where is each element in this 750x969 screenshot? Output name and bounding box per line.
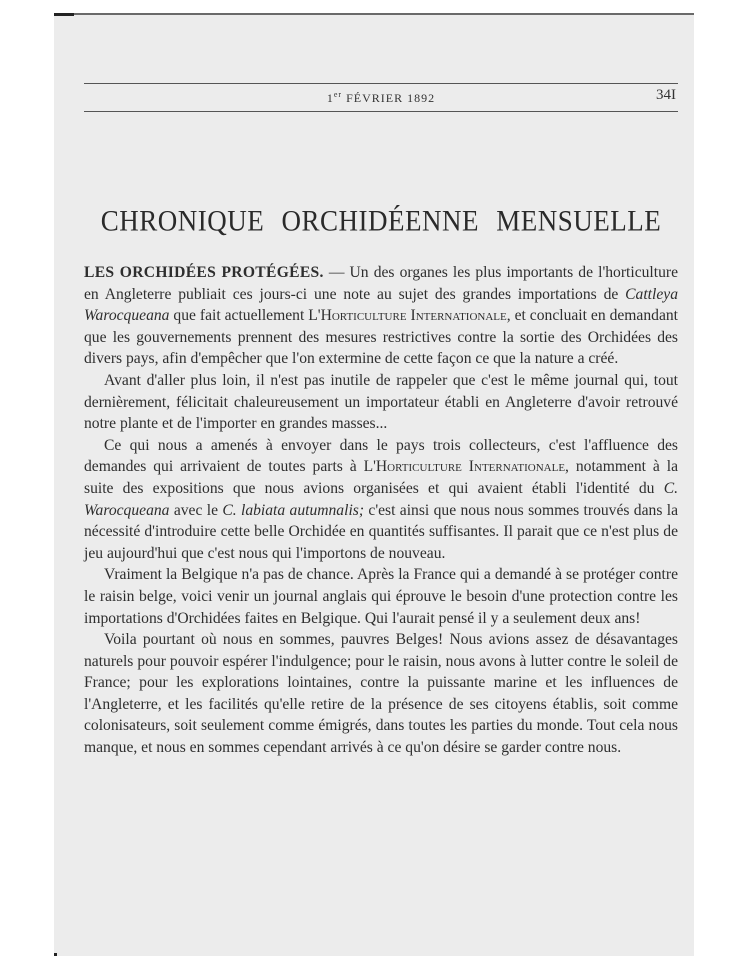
paragraph-5: Voila pourtant où nous en sommes, pauvres Belges! Nous avions assez de désavantages naturels pour pouvoir espérer l'indulgence; pour le raisin, nous avons à lutter contre le soleil de France; pour les explorations lointaines, contre la puissante marine et les influences de l'Angleterre, et les facilités qu'elle retire de la présence de ses citoyens établis, soit comme colonisateurs, soit seulement comme émigrés, dans toutes les parties du monde. Tout cela nous manque, et nous en sommes cependant arrivés à ce qu'on désire se garder contre nous. [84, 631, 678, 757]
header-date-sup: er [333, 90, 343, 99]
header-rule-bottom [84, 111, 678, 112]
p3-smallcaps-1: Horticulture Internationale [375, 458, 566, 476]
p3-text-3: avec le [169, 501, 223, 519]
p3-text-2: , notamment à la suite des expositions que nous avions organisées et qui avaient établi l'identité du [84, 458, 679, 497]
header-date-day: 1 [326, 91, 334, 105]
article-body [84, 262, 678, 759]
header-rule-top [84, 83, 678, 84]
p3-text-1: Ce qui nous a amenés à envoyer dans le pays trois collecteurs, c'est l'affluence des demandes qui arrivaient de toutes parts à L' [84, 436, 678, 476]
scan-corner-mark [54, 13, 74, 16]
p3-text-4: c'est ainsi que nous nous sommes trouvés dans la nécessité d'introduire cette belle Orchidée en quantités suffisantes. Il parait que ce n'est plus de jeu aujourd'hui que c'est nous qui l'importons de nouveau. [84, 501, 678, 562]
p3-italic-2: C. labiata autumnalis; [222, 501, 365, 519]
running-header [84, 87, 678, 107]
header-date-month-year: FÉVRIER 1892 [346, 91, 436, 105]
header-date [84, 90, 678, 106]
scan-corner-mark-bottom [54, 953, 57, 956]
p1-text-1: — Un des organes les plus importants de l'horticulture en Angleterre publiait ces jours-ci une note au sujet des grandes importations de [84, 264, 679, 303]
p1-italic-1: Cattleya Warocqueana [84, 285, 678, 325]
p3-italic-1: C. Warocqueana [84, 479, 678, 519]
p1-smallcaps-1: Horticulture Internationale [320, 307, 507, 325]
p1-text-2: que fait actuellement L' [169, 307, 321, 325]
paragraph-2: Avant d'aller plus loin, il n'est pas inutile de rappeler que c'est le même journal qui, tout dernièrement, félicitait chaleureusement un importateur établi en Angleterre d'avoir retrouvé notre plante et de l'importer en grandes masses... [84, 371, 678, 433]
paragraph-4: Vraiment la Belgique n'a pas de chance. Après la France qui a demandé à se protéger contre le raisin belge, voici venir un journal anglais qui éprouve le besoin d'une protection contre les importations d'Orchidées faites en Belgique. Qui l'aurait pensé il y a seulement deux ans! [84, 566, 678, 627]
paragraph-1 [84, 262, 678, 370]
paragraph-3 [84, 435, 678, 565]
p1-text-3: , et concluait en demandant que les gouvernements prennent des mesures restrictives contre la sortie des Orchidées des divers pays, afin d'empêcher que l'on extermine de cette façon ce que la nature a créé. [84, 307, 679, 368]
section-heading: LES ORCHIDÉES PROTÉGÉES. [84, 264, 324, 281]
article-title: CHRONIQUE ORCHIDÉENNE MENSUELLE [100, 204, 662, 238]
page-number: 34I [656, 87, 676, 103]
